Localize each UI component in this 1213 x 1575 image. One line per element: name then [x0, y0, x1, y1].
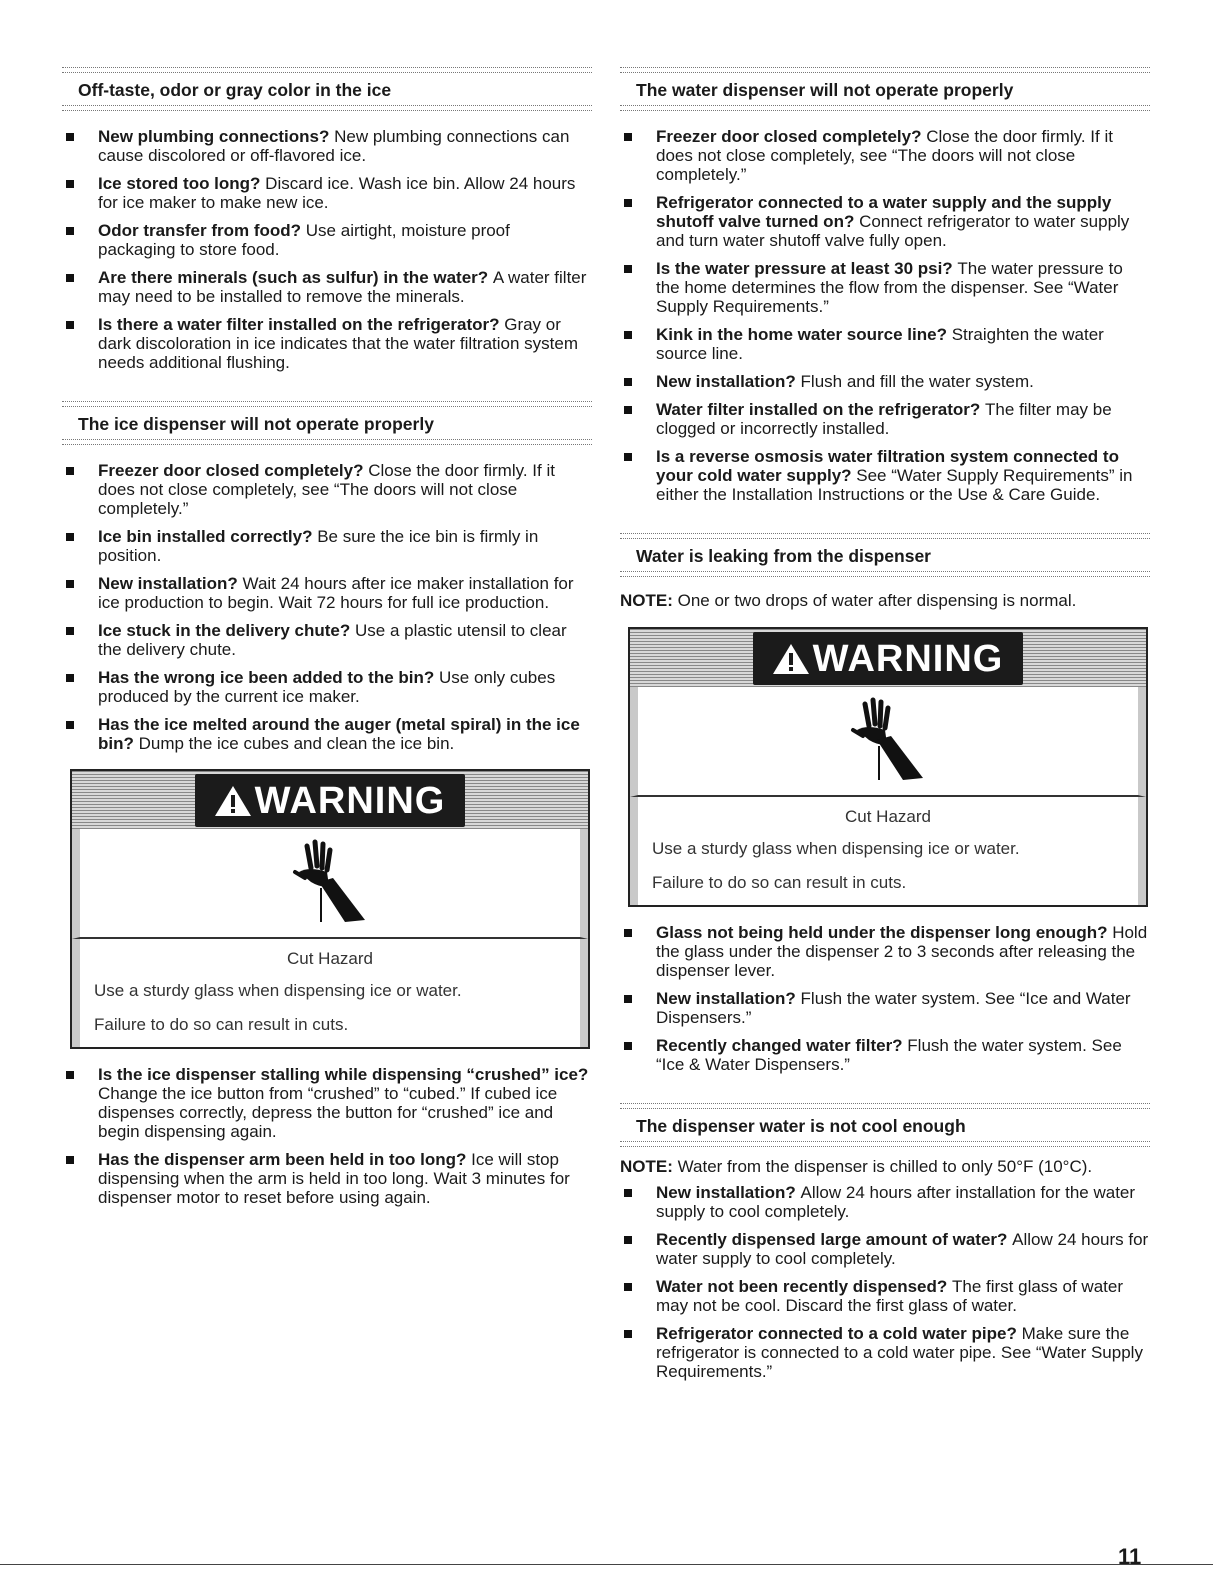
warning-hazard-title: Cut Hazard: [845, 807, 931, 826]
section-title: The water dispenser will not operate properly: [636, 80, 1014, 100]
item-question: Has the dispenser arm been held in too long?: [98, 1150, 472, 1169]
item-answer: Use only cubes produced by the current ice maker.: [98, 668, 556, 706]
warning-slot: [620, 627, 1150, 907]
bullet-icon: [624, 331, 632, 339]
item-question: New installation?: [656, 372, 801, 391]
item-answer: Be sure the ice bin is firmly in position.: [98, 527, 539, 565]
item-answer: New plumbing connections can cause discolored or off-flavored ice.: [98, 127, 570, 165]
section-ice-taste: [62, 64, 592, 372]
item-answer: Gray or dark discoloration in ice indicates that the water filtration system needs additional flushing.: [98, 315, 579, 372]
bullet-icon: [66, 133, 74, 141]
warning-box: [70, 769, 590, 1049]
note-label: NOTE:: [620, 1157, 673, 1176]
bullet-icon: [66, 274, 74, 282]
note-text: One or two drops of water after dispensing is normal.: [677, 591, 1077, 610]
warning-consequence: Failure to do so can result in cuts.: [652, 873, 907, 892]
item-list: [62, 461, 592, 753]
troubleshooting-item: [620, 1036, 1150, 1074]
warning-instruction: Use a sturdy glass when dispensing ice or water.: [652, 839, 1020, 858]
cut-hazard-pictogram: [630, 687, 1146, 797]
cut-hand-icon: [285, 838, 375, 928]
item-answer: Ice will stop dispensing when the arm is held in too long. Wait 3 minutes for dispenser motor to reset before using again.: [98, 1150, 570, 1207]
item-answer: The filter may be clogged or incorrectly installed.: [656, 400, 1112, 438]
troubleshooting-item: [62, 1150, 592, 1207]
note: [620, 1157, 1150, 1177]
item-question: New installation?: [656, 1183, 801, 1202]
bullet-icon: [66, 1071, 74, 1079]
warning-box: [628, 627, 1148, 907]
item-answer: The water pressure to the home determines the flow from the dispenser. See “Water Supply Requirements.”: [656, 259, 1123, 316]
section-water-cool: [620, 1100, 1150, 1381]
section-rule: [620, 105, 1150, 111]
warning-triangle-icon: [771, 642, 811, 676]
warning-consequence: Failure to do so can result in cuts.: [94, 1015, 349, 1034]
troubleshooting-item: [62, 461, 592, 518]
bullet-icon: [624, 1189, 632, 1197]
item-answer: Discard ice. Wash ice bin. Allow 24 hours for ice maker to make new ice.: [98, 174, 576, 212]
item-question: Recently changed water filter?: [656, 1036, 908, 1055]
item-question: Refrigerator connected to a water supply and the supply shutoff valve turned on?: [656, 193, 1112, 231]
item-question: Ice bin installed correctly?: [98, 527, 318, 546]
item-answer: Make sure the refrigerator is connected to a cold water pipe. See “Water Supply Requirements.”: [656, 1324, 1143, 1381]
troubleshooting-item: [62, 127, 592, 165]
warning-text: [630, 797, 1146, 905]
troubleshooting-item: [62, 268, 592, 306]
item-list: [62, 1065, 592, 1207]
troubleshooting-item: [620, 923, 1150, 980]
item-question: Freezer door closed completely?: [98, 461, 369, 480]
bullet-icon: [624, 199, 632, 207]
item-answer: Hold the glass under the dispenser 2 to 3 seconds after releasing the dispenser lever.: [656, 923, 1148, 980]
bullet-icon: [66, 721, 74, 729]
cut-hazard-pictogram: [72, 829, 588, 939]
item-question: Is the ice dispenser stalling while dispensing “crushed” ice?: [98, 1065, 589, 1084]
item-answer: Flush the water system. See “Ice and Water Dispensers.”: [656, 989, 1131, 1027]
item-question: Is a reverse osmosis water filtration system connected to your cold water supply?: [656, 447, 1119, 485]
troubleshooting-item: [620, 989, 1150, 1027]
section-rule: [62, 105, 592, 111]
bullet-icon: [66, 627, 74, 635]
item-answer: Flush the water system. See “Ice & Water Dispensers.”: [656, 1036, 1122, 1074]
bullet-icon: [66, 580, 74, 588]
item-answer: Close the door firmly. If it does not close completely, see “The doors will not close completely.”: [98, 461, 555, 518]
bullet-icon: [66, 180, 74, 188]
page-number: 11: [1118, 1544, 1142, 1569]
troubleshooting-item: [62, 174, 592, 212]
item-question: New plumbing connections?: [98, 127, 335, 146]
section-header: [62, 64, 592, 111]
bullet-icon: [624, 265, 632, 273]
section-ice-dispenser: [62, 398, 592, 1207]
bullet-icon: [66, 674, 74, 682]
section-header: [620, 64, 1150, 111]
section-rule: [620, 1103, 1150, 1109]
troubleshooting-item: [620, 1230, 1150, 1268]
item-question: Is there a water filter installed on the refrigerator?: [98, 315, 505, 334]
bullet-icon: [66, 321, 74, 329]
item-answer: Allow 24 hours after installation for the water supply to cool completely.: [656, 1183, 1136, 1221]
section-title: Off-taste, odor or gray color in the ice: [78, 80, 392, 100]
item-answer: Use airtight, moisture proof packaging to store food.: [98, 221, 510, 259]
warning-label: [753, 632, 1024, 685]
warning-header: [630, 629, 1146, 687]
item-answer: See “Water Supply Requirements” in either the Installation Instructions or the Use & Care Guide.: [656, 466, 1133, 504]
troubleshooting-item: [62, 715, 592, 753]
item-answer: Allow 24 hours for water supply to cool completely.: [656, 1230, 1149, 1268]
warning-hazard-title: Cut Hazard: [287, 949, 373, 968]
troubleshooting-item: [62, 221, 592, 259]
item-list: [620, 127, 1150, 504]
item-answer: Straighten the water source line.: [656, 325, 1104, 363]
troubleshooting-item: [620, 1277, 1150, 1315]
troubleshooting-item: [620, 259, 1150, 316]
bullet-icon: [66, 533, 74, 541]
section-title: The dispenser water is not cool enough: [636, 1116, 966, 1136]
troubleshooting-item: [620, 400, 1150, 438]
section-rule: [620, 1141, 1150, 1147]
troubleshooting-item: [62, 315, 592, 372]
note: [620, 591, 1150, 611]
warning-text: [72, 939, 588, 1047]
troubleshooting-item: [620, 1324, 1150, 1381]
bullet-icon: [66, 227, 74, 235]
warning-triangle-icon: [213, 784, 253, 818]
troubleshooting-item: [620, 127, 1150, 184]
bullet-icon: [624, 929, 632, 937]
section-rule: [62, 401, 592, 407]
item-answer: Dump the ice cubes and clean the ice bin.: [138, 734, 455, 753]
section-header: [620, 530, 1150, 577]
bullet-icon: [66, 467, 74, 475]
section-water-dispenser: [620, 64, 1150, 504]
item-question: Freezer door closed completely?: [656, 127, 927, 146]
section-header: [62, 398, 592, 445]
bullet-icon: [624, 995, 632, 1003]
item-question: Is the water pressure at least 30 psi?: [656, 259, 958, 278]
section-water-leak: [620, 530, 1150, 1074]
bullet-icon: [624, 133, 632, 141]
item-question: Odor transfer from food?: [98, 221, 306, 240]
section-title: Water is leaking from the dispenser: [636, 546, 931, 566]
bullet-icon: [624, 378, 632, 386]
item-question: Water not been recently dispensed?: [656, 1277, 952, 1296]
left-column: [62, 64, 592, 1216]
item-question: Recently dispensed large amount of water?: [656, 1230, 1013, 1249]
troubleshooting-item: [620, 447, 1150, 504]
troubleshooting-item: [62, 1065, 592, 1141]
item-question: Kink in the home water source line?: [656, 325, 952, 344]
section-rule: [620, 533, 1150, 539]
section-title: The ice dispenser will not operate properly: [78, 414, 434, 434]
troubleshooting-item: [620, 325, 1150, 363]
item-question: New installation?: [98, 574, 243, 593]
warning-slot: [62, 769, 592, 1049]
bullet-icon: [624, 1236, 632, 1244]
warning-instruction: Use a sturdy glass when dispensing ice or water.: [94, 981, 462, 1000]
item-list: [62, 127, 592, 372]
item-question: Has the wrong ice been added to the bin?: [98, 668, 439, 687]
item-question: Ice stuck in the delivery chute?: [98, 621, 355, 640]
section-rule: [62, 67, 592, 73]
cut-hand-icon: [843, 696, 933, 786]
item-question: Are there minerals (such as sulfur) in the water?: [98, 268, 493, 287]
item-answer: Wait 24 hours after ice maker installation for ice production to begin. Wait 72 hours for full ice production.: [98, 574, 574, 612]
section-header: [620, 1100, 1150, 1147]
warning-word: WARNING: [254, 779, 446, 822]
item-list: [620, 1183, 1150, 1381]
item-answer: The first glass of water may not be cool. Discard the first glass of water.: [656, 1277, 1124, 1315]
bullet-icon: [66, 1156, 74, 1164]
item-answer: Change the ice button from “crushed” to “cubed.” If cubed ice dispenses correctly, depress the button for “crushed” ice and begin dispensing again.: [98, 1084, 558, 1141]
troubleshooting-item: [62, 621, 592, 659]
note-label: NOTE:: [620, 591, 673, 610]
bullet-icon: [624, 406, 632, 414]
item-question: Refrigerator connected to a cold water pipe?: [656, 1324, 1022, 1343]
warning-label: [195, 774, 466, 827]
item-question: Water filter installed on the refrigerator?: [656, 400, 986, 419]
bullet-icon: [624, 1330, 632, 1338]
item-question: Ice stored too long?: [98, 174, 266, 193]
section-rule: [620, 67, 1150, 73]
troubleshooting-item: [620, 1183, 1150, 1221]
section-rule: [620, 571, 1150, 577]
footer-rule: [0, 1564, 1213, 1565]
troubleshooting-item: [62, 668, 592, 706]
warning-word: WARNING: [812, 637, 1004, 680]
bullet-icon: [624, 1283, 632, 1291]
warning-header: [72, 771, 588, 829]
item-answer: Close the door firmly. If it does not close completely, see “The doors will not close completely.”: [656, 127, 1113, 184]
troubleshooting-item: [620, 372, 1150, 391]
item-question: Has the ice melted around the auger (metal spiral) in the ice bin?: [98, 715, 580, 753]
section-rule: [62, 439, 592, 445]
item-answer: Flush and fill the water system.: [800, 372, 1034, 391]
item-question: Glass not being held under the dispenser long enough?: [656, 923, 1113, 942]
troubleshooting-item: [62, 527, 592, 565]
item-answer: Use a plastic utensil to clear the delivery chute.: [98, 621, 567, 659]
bullet-icon: [624, 453, 632, 461]
note-text: Water from the dispenser is chilled to only 50°F (10°C).: [677, 1157, 1093, 1176]
item-question: New installation?: [656, 989, 801, 1008]
item-answer: Connect refrigerator to water supply and turn water shutoff valve fully open.: [656, 212, 1130, 250]
troubleshooting-item: [62, 574, 592, 612]
item-list: [620, 923, 1150, 1074]
item-answer: A water filter may need to be installed to remove the minerals.: [98, 268, 587, 306]
troubleshooting-item: [620, 193, 1150, 250]
bullet-icon: [624, 1042, 632, 1050]
right-column: [620, 64, 1150, 1390]
